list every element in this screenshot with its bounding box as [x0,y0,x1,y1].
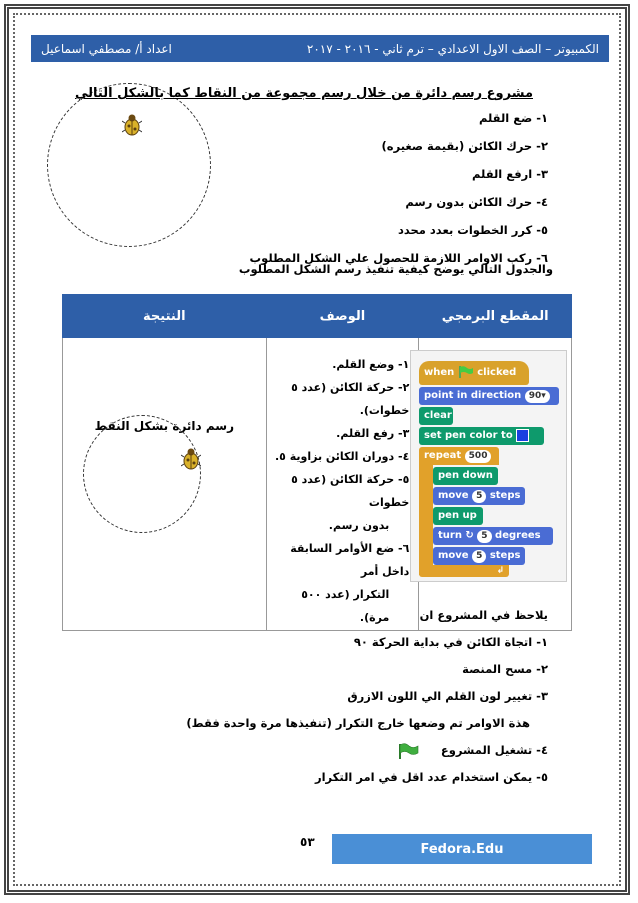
green-flag-icon [458,366,474,378]
note-item [186,737,548,764]
block-text: point in direction [424,390,522,401]
description-line: التكرار (عدد ٥٠٠ مرة). [301,588,390,624]
block-text: set pen color to [424,430,513,441]
description-line: ٢- حركة الكائن (عدد ٥ خطوات). [291,381,410,417]
header-author-text: اعداد أ/ مصطفي اسماعيل [41,41,172,56]
green-flag-icon [397,743,419,759]
turn-degrees-block[interactable] [433,527,553,545]
pen-color-swatch[interactable] [516,429,529,442]
note-item: هذة الاوامر تم وضعها خارج التكرار (تنفيذها مرة واحدة فقط) [186,716,530,730]
block-text: steps [489,490,521,501]
table-intro: والجدول التالي يوضح كيفية تنفيذ رسم الشكل المطلوب [238,262,553,276]
beetle-sprite-icon [181,448,201,470]
block-text: clear [424,410,452,421]
description-line: ١- وضع القلم. [332,358,410,371]
step-item: ١- ضع القلم [478,111,548,125]
direction-value[interactable]: 90▾ [525,390,550,403]
repeat-block[interactable] [419,447,499,465]
set-pen-color-block[interactable] [419,427,544,445]
pen-down-block[interactable] [433,467,498,485]
loop-arrow-icon: ↲ [496,566,504,576]
move-steps-block[interactable] [433,487,525,505]
dotted-circle-figure [47,83,211,247]
table-header-description: الوصف [266,295,419,338]
block-text: steps [489,550,521,561]
beetle-sprite-icon [122,114,142,136]
notes-title: يلاحظ في المشروع ان [419,608,548,622]
turn-value[interactable]: 5 [477,530,491,543]
page-number: ٥٣ [300,835,315,849]
block-text: repeat [424,450,462,461]
step-item: ٦- ركب الاوامر اللازمة للحصول علي الشكل المطلوب [249,251,548,265]
description-cell [266,338,419,631]
note-item: ٢- مسح المنصة [462,662,548,676]
block-text: degrees [495,530,541,541]
description-line: ٣- رفع القلم. [336,427,410,440]
header-course-text: الكمبيوتر – الصف الاول الاعدادي – ترم ثاني - ٢٠١٦ - ٢٠١٧ [306,41,599,56]
scratch-script-area [410,350,567,582]
block-text: move [438,490,469,501]
block-text: pen down [438,470,493,481]
pen-up-block[interactable] [433,507,483,525]
table-header-result: النتيجة [63,295,267,338]
clear-block[interactable] [419,407,453,425]
table-header-code: المقطع البرمجي [419,295,572,338]
block-text: move [438,550,469,561]
description-line: ٦- ضع الأوامر السابقة داخل أمر [290,542,410,578]
description-line: ٥- حركة الكائن (عدد ٥ خطوات [291,473,410,509]
step-item: ٣- ارفع القلم [471,167,548,181]
step-item: ٥- كرر الخطوات بعدد محدد [397,223,548,237]
step-item: ٤- حرك الكائن بدون رسم [405,195,548,209]
page-header [31,35,609,62]
move-value[interactable]: 5 [472,550,486,563]
step-item: ٢- حرك الكائن (بقيمة صغيره) [381,139,548,153]
repeat-count-value[interactable]: 500 [465,450,492,463]
when-flag-clicked-block[interactable] [419,361,529,385]
note-item: ١- اتجاة الكائن في بداية الحركة ٩٠ [353,635,548,649]
repeat-block-side [419,465,433,575]
block-text: clicked [477,367,517,378]
note-item: ٣- تغيير لون القلم الي اللون الازرق [347,689,548,703]
note-item: ٥- يمكن استخدام عدد اقل في امر التكرار [314,770,548,784]
point-in-direction-block[interactable] [419,387,559,405]
result-dotted-circle [83,415,201,533]
move-value[interactable]: 5 [472,490,486,503]
page-title: مشروع رسم دائرة من خلال رسم مجموعة من النقاط كما بالشكل التالي [74,86,533,101]
description-line: ٤- دوران الكائن بزاوية ٥. [274,450,410,463]
block-text: pen up [438,510,477,521]
move-steps-block[interactable] [433,547,525,565]
note-text: ٤- تشغيل المشروع [440,743,548,757]
footer-banner: Fedora.Edu [332,834,592,864]
notes-section [186,602,548,791]
block-text: when [424,367,455,378]
block-text: turn ↻ [438,530,474,541]
result-title: رسم دائرة بشكل النقط [94,419,234,433]
repeat-block-bottom [419,565,509,577]
description-line: بدون رسم. [328,519,390,532]
steps-list [250,104,548,272]
